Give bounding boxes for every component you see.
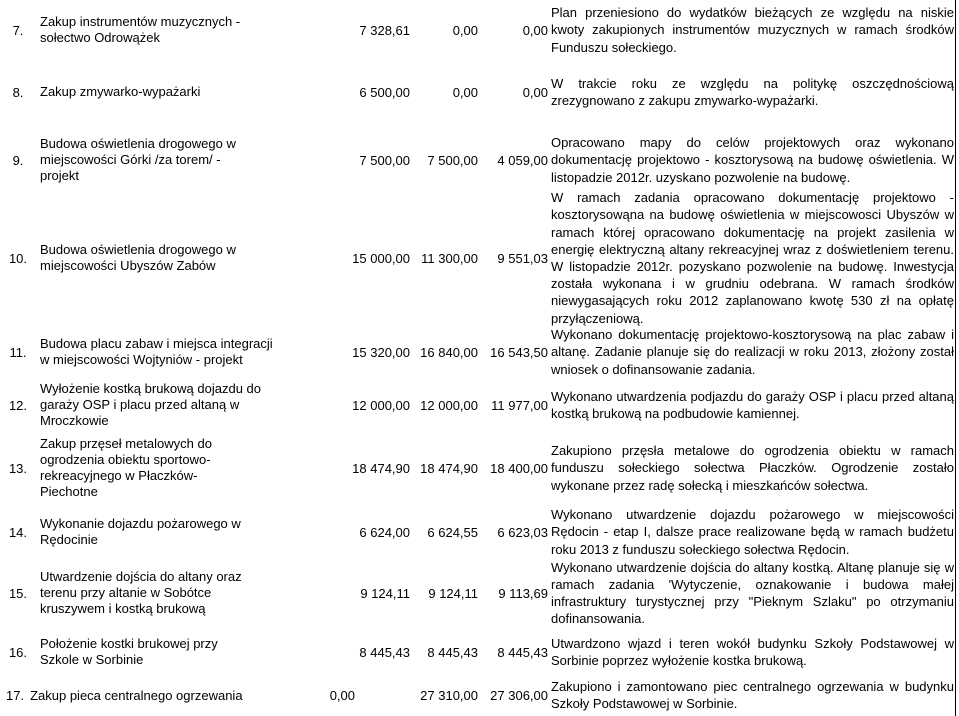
spent-amount: 11 977,00 xyxy=(491,397,548,413)
task-name: Zakup zmywarko-wypażarki xyxy=(40,84,201,99)
amended-amount: 8 445,43 xyxy=(427,644,478,660)
spent-amount: 0,00 xyxy=(522,84,548,100)
description: Utwardzono wjazd i teren wokół budynku Szkoły Podstawowej w Sorbinie poprzez wyłożenie kostka brukową. xyxy=(551,635,954,668)
amended-amount: 16 840,00 xyxy=(420,344,478,360)
table-row xyxy=(0,70,959,114)
planned-amount: 7 328,61 xyxy=(359,22,410,38)
amended-amount: 27 310,00 xyxy=(420,687,478,703)
spent-amount: 4 059,00 xyxy=(497,152,548,168)
row-number: 12. xyxy=(8,397,28,413)
row-number: 8. xyxy=(12,84,24,100)
description: Wykonano utwardzenia podjazdu do garaży OSP i placu przed altaną kostką brukową na podbudowie kamiennej. xyxy=(551,388,954,421)
task-name: Wyłożenie kostką brukową dojazdu do garaży OSP i placu przed altaną w Mroczkowie xyxy=(40,381,262,428)
task-name: 17. Zakup pieca centralnego ogrzewania xyxy=(6,687,243,703)
description: W ramach zadania opracowano dokumentację projektowo - kosztorysowąna na budowę oświetlenia w miejscowosci Ubyszów w ramach której opracowano dokumentację na projekt zasilenia w energię elektryczną altany rekreacyjnej wraz z doświetleniem terenu. W listopadzie 2012r. pozyskano pozwolenie na budowę. Inwestycja została wykonana i w grudniu odebrana. W ramach środków niewygasających roku 2012 zaplanowano kwotę 530 zł na opłatę przyłączeniową. xyxy=(551,190,954,326)
planned-amount: 12 000,00 xyxy=(352,397,410,413)
description: Plan przeniesiono do wydatków bieżących ze względu na niskie kwoty zakupionych instrumentów muzycznych w ramach środków Funduszu sołeckiego. xyxy=(551,5,954,55)
amended-amount: 9 124,11 xyxy=(428,585,478,601)
row-number: 7. xyxy=(12,22,24,38)
table-row xyxy=(0,559,959,627)
spent-amount: 6 623,03 xyxy=(497,524,548,540)
amended-amount: 7 500,00 xyxy=(427,152,478,168)
spent-amount: 18 400,00 xyxy=(490,460,548,476)
planned-amount: 7 500,00 xyxy=(359,152,410,168)
table-row xyxy=(0,2,959,58)
amended-amount: 0,00 xyxy=(452,84,478,100)
table-row xyxy=(0,190,959,326)
task-name: Budowa oświetlenia drogowego w miejscowości Ubyszów Zabów xyxy=(40,242,236,273)
table-row xyxy=(0,326,959,378)
row-number: 16. xyxy=(8,644,28,660)
row-number: 14. xyxy=(8,524,28,540)
row-number: 11. xyxy=(9,344,27,360)
spent-amount: 16 543,50 xyxy=(490,344,548,360)
planned-amount: 6 500,00 xyxy=(359,84,410,100)
description: Wykonano dokumentację projektowo-kosztorysową na plac zabaw i altanę. Zadanie planuje się do realizacji w roku 2013, złożony został wniosek o dofinansowanie zadania. xyxy=(551,327,954,377)
row-number: 13. xyxy=(8,460,28,476)
row-number: 9. xyxy=(12,152,24,168)
row-number: 10. xyxy=(8,250,28,266)
table-row xyxy=(0,632,959,672)
spent-amount: 9 113,69 xyxy=(498,585,548,601)
table-row xyxy=(0,676,959,714)
task-name: Wykonanie dojazdu pożarowego w Rędocinie xyxy=(40,516,241,547)
description: Opracowano mapy do celów projektowych oraz wykonano dokumentację projektowo - kosztorysową na budowę oświetlenia. W listopadzie 2012r. uzyskano pozwolenie na budowę. xyxy=(551,135,954,185)
description: Wykonano utwardzenie dojścia do altany kostką. Altanę planuje się w ramach zadania 'Wytyczenie, oznakowanie i budowa małej infrastruktury turystycznej przy "Pieknym Szlaku" po otrzymaniu dofinansowania. xyxy=(551,559,954,627)
table-row xyxy=(0,378,959,432)
description: Zakupiono i zamontowano piec centralnego ogrzewania w budynku Szkoły Podstawowej w Sorbinie. xyxy=(551,678,954,711)
table-row xyxy=(0,506,959,558)
task-name: Budowa placu zabaw i miejsca integracji w miejscowości Wojtyniów - projekt xyxy=(40,336,273,367)
description: Zakupiono przęsła metalowe do ogrodzenia obiektu w ramach funduszu sołeckiego sołectwa Płaczków. Ogrodzenie zostało wykonane przez radę sołecką i mieszkańców sołectwa. xyxy=(551,443,954,493)
planned-amount: 9 124,11 xyxy=(360,585,410,601)
description: W trakcie roku ze względu na politykę oszczędnościową zrezygnowano z zakupu zmywarko-wypażarki. xyxy=(551,75,954,108)
task-name: Zakup instrumentów muzycznych - sołectwo Odrowążek xyxy=(40,14,241,45)
amended-amount: 12 000,00 xyxy=(420,397,478,413)
planned-amount: 18 474,90 xyxy=(352,460,410,476)
spent-amount: 27 306,00 xyxy=(490,687,548,703)
planned-amount: 15 320,00 xyxy=(352,344,410,360)
spent-amount: 8 445,43 xyxy=(497,644,548,660)
spent-amount: 0,00 xyxy=(522,22,548,38)
amended-amount: 18 474,90 xyxy=(420,460,478,476)
planned-amount: 0,00 xyxy=(329,687,355,703)
planned-amount: 8 445,43 xyxy=(359,644,410,660)
task-name: Położenie kostki brukowej przy Szkole w Sorbinie xyxy=(40,636,218,667)
row-number: 15. xyxy=(8,585,28,601)
planned-amount: 6 624,00 xyxy=(359,524,410,540)
task-name: Utwardzenie dojścia do altany oraz terenu przy altanie w Sobótce kruszywem i kostką brukową xyxy=(40,569,242,616)
spent-amount: 9 551,03 xyxy=(497,250,548,266)
amended-amount: 0,00 xyxy=(452,22,478,38)
amended-amount: 6 624,55 xyxy=(427,524,478,540)
table-row xyxy=(0,434,959,502)
planned-amount: 15 000,00 xyxy=(352,250,410,266)
description: Wykonano utwardzenie dojazdu pożarowego w miejscowości Rędocin - etap I, dalsze prace realizowane będą w ramach budżetu roku 2013 z funduszu sołeckiego sołectwa Rędocin. xyxy=(551,507,954,557)
task-name: Zakup przęseł metalowych do ogrodzenia obiektu sportowo-rekreacyjnego w Płaczków-Piechotne xyxy=(40,436,212,499)
table-row xyxy=(0,130,959,190)
amended-amount: 11 300,00 xyxy=(421,250,478,266)
task-name: Budowa oświetlenia drogowego w miejscowości Górki /za torem/ - projekt xyxy=(40,136,236,183)
